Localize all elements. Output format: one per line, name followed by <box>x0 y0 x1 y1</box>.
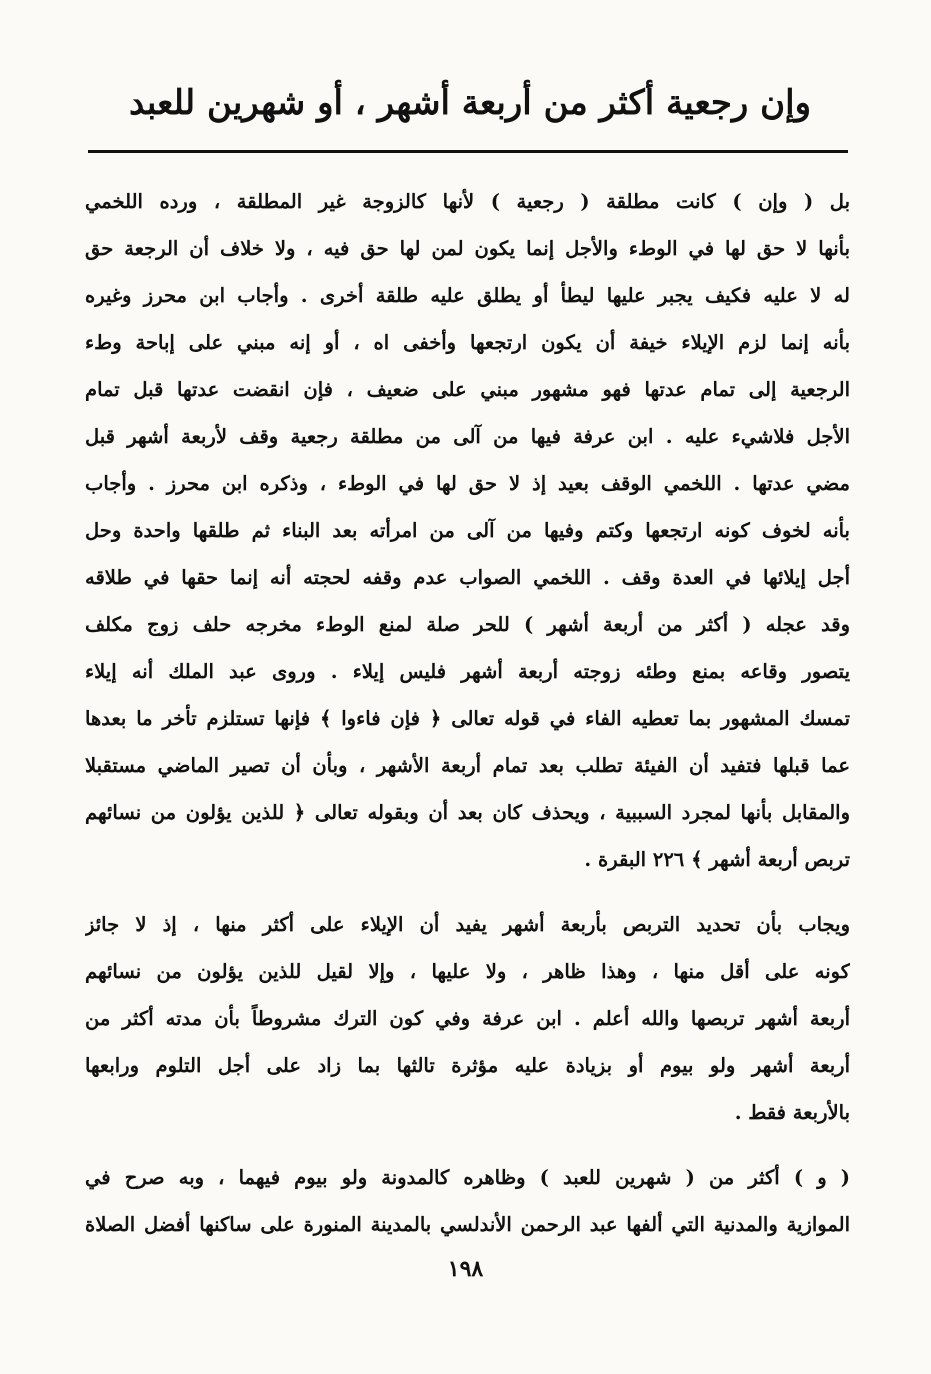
text-line: الرجعية إلى تمام عدتها فهو مشهور مبني على ضعيف ، فإن انقضت عدتها قبل تمام <box>85 378 850 401</box>
text-line: بأنها لا حق لها في الوطء والأجل إنما يكون لمن لها حق فيه ، ولا خلاف أن الرجعة حق <box>85 237 850 260</box>
text-line: تربص أربعة أشهر ﴾ ٢٢٦ البقرة . <box>584 848 850 871</box>
page-number: ١٩٨ <box>447 1256 484 1282</box>
header-rule <box>88 150 848 153</box>
text-line: بالأربعة فقط . <box>734 1101 850 1124</box>
body-text <box>85 178 850 1248</box>
paragraph-2 <box>85 901 850 1136</box>
text-line: ( و ) أكثر من ( شهرين للعبد ) وظاهره كالمدونة ولو بيوم فيهما ، وبه صرح في <box>85 1166 850 1189</box>
text-line: الأجل فلاشيء عليه . ابن عرفة فيها من آلى من مطلقة رجعية وقف لأربعة أشهر قبل <box>85 425 850 448</box>
text-line: عما قبلها فتفيد أن الفيئة تطلب بعد تمام أربعة الأشهر ، وبأن أن تصير الماضي مستقبلا <box>85 754 850 777</box>
text-line: كونه على أقل منها ، وهذا ظاهر ، ولا عليها ، وإلا لقيل للذين يؤلون من نسائهم <box>85 960 850 983</box>
text-line: بل ( وإن ) كانت مطلقة ( رجعية ) لأنها كالزوجة غير المطلقة ، ورده اللخمي <box>85 190 850 213</box>
text-line: بأنه لخوف كونه ارتجعها وكتم وفيها من آلى من امرأته بعد البناء ثم طلقها واحدة وحل <box>85 519 850 542</box>
text-line: أجل إيلائها في العدة وقف . اللخمي الصواب عدم وقفه لحجته أنه إنما حقها في طلاقه <box>85 566 850 589</box>
text-line: أربعة أشهر ولو بيوم أو بزيادة عليه مؤثرة تالثها بما زاد على أجل التلوم ورابعها <box>85 1054 850 1077</box>
text-line: يتصور وقاعه بمنع وطئه زوجته أربعة أشهر فليس إيلاء . وروى عبد الملك أنه إيلاء <box>85 660 850 683</box>
text-line: الموازية والمدنية التي ألفها عبد الرحمن الأندلسي بالمدينة المنورة على ساكنها أفضل الصلاة <box>85 1213 850 1236</box>
text-line: بأنه إنما لزم الإيلاء خيفة أن يكون ارتجعها وأخفى اه ، أو إنه مبني على إباحة وطء <box>85 331 850 354</box>
paragraph-3 <box>85 1154 850 1248</box>
text-line: ويجاب بأن تحديد التربص بأربعة أشهر يفيد أن الإيلاء على أكثر منها ، إذ لا جائز <box>85 913 850 936</box>
text-line: وقد عجله ( أكثر من أربعة أشهر ) للحر صلة لمنع الوطء مخرجه حلف زوج مكلف <box>85 613 850 636</box>
text-line: مضي عدتها . اللخمي الوقف بعيد إذ لا حق لها في الوطء ، وذكره ابن محرز . وأجاب <box>85 472 850 495</box>
paragraph-1 <box>85 178 850 883</box>
text-line: له لا عليه فكيف يجبر عليها ليطأ أو يطلق عليه طلقة أخرى . وأجاب ابن محرز وغيره <box>85 284 850 307</box>
text-line: تمسك المشهور بما تعطيه الفاء في قوله تعالى ﴿ فإن فاءوا ﴾ فإنها تستلزم تأخر ما بعدها <box>85 707 850 730</box>
running-header: وإن رجعية أكثر من أربعة أشهر ، أو شهرين للعبد <box>129 83 811 123</box>
text-line: والمقابل بأنها لمجرد السببية ، ويحذف كان بعد أن وبقوله تعالى ﴿ للذين يؤلون من نسائهم <box>85 801 850 824</box>
text-line: أربعة أشهر تربصها والله أعلم . ابن عرفة وفي كون الترك مشروطاً بأن مدته أكثر من <box>85 1007 850 1030</box>
